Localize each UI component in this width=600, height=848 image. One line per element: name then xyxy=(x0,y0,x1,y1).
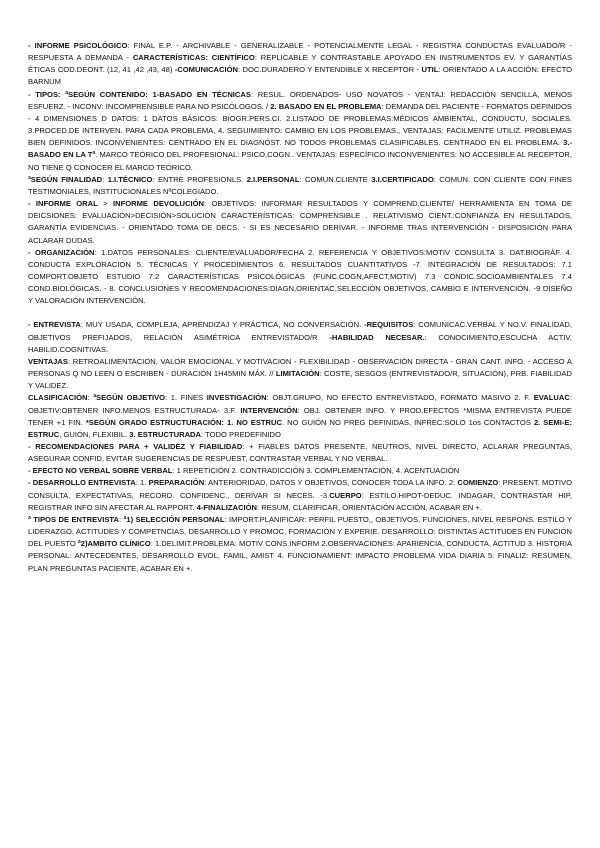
paragraph-text: : RESUM, CLARIFICAR, ORIENTACIÓN ACCIÓN, ACABAR EN +. xyxy=(256,502,482,512)
paragraph-text: : xyxy=(102,174,108,184)
paragraph-text: : ENTRE PROFESIONLS. xyxy=(152,174,247,184)
bold-term: INVESTIGACIÓN xyxy=(206,393,267,403)
paragraph-text: : RESUL. ORDENADOS- USO NOVATOS - VENTAJ: REDACCIÓN SENCILLA, MENOS ESFUERZ. - INCONV: INCOMPRENSIBLE PARA NO PSICÓLOGOS. / xyxy=(28,89,572,111)
paragraph-text: : MUY USADA, COMPLEJA, APRENDIZAJ Y PRÁCTICA, NO CONVERSACIÓN. xyxy=(80,320,365,330)
bold-term: - ORGANIZACIÓN xyxy=(28,247,95,257)
bold-term: LIMITACIÓN xyxy=(275,369,320,379)
bold-term: CUERPO xyxy=(329,490,362,500)
bold-term: - EFECTO NO VERBAL SOBRE VERBAL xyxy=(28,466,173,476)
bold-term: INFORME DEVOLUCIÓN xyxy=(112,199,204,209)
bold-term: - DESARROLLO ENTREVISTA xyxy=(28,478,136,488)
paragraph-text: : PRESENT. MOTIVO CONSULTA, EXPECTATIVAS, RECORD. CONFIDENC., DERIVAR SI NECES. -3. xyxy=(28,478,572,500)
paragraph-text: : OBJETIV:OBTENER INFO.MENOS ESTRUCTURADA- 3.F. xyxy=(28,393,572,415)
entrevista-paragraph xyxy=(28,356,572,392)
bold-term: 1.I.TÉCNICO xyxy=(107,174,153,184)
informe-paragraph xyxy=(28,40,572,89)
paragraph-text: : IMPORT.PLANIFICAR: PERFIL PUESTO,, OBJETIVOS, FUNCIONES, NIVEL RESPONS. ESTILO Y LIDERAZGO, ACTITUDES Y COMPETNCIAS, DESARROLLO Y PROMOC, FORMACIÓN Y EXPERIE. DESARROLLO: DISTINTAS ACTITUDES EN FUNCIÓN DEL PUESTO xyxy=(28,514,572,549)
paragraph-text: : ESTILO.HIPOT-DEDUC. INDAGAR, CONTRASTAR HIP, REGISTRAR INFO SIN AFECTAR AL RAPPORT. xyxy=(28,490,572,512)
bold-term: CARACTERÍSTICAS: CIENTÍFICO xyxy=(132,53,255,63)
paragraph-text: : + FIABLES DATOS PRESENTE, NEUTROS, NIVEL DIRECTO, ACLARAR PREGUNTAS, ASEGURAR CONFID, EVITAR SUGERENCIAS DE RESPUEST, CONTRASTAR VERBAL Y NO VERBAL. xyxy=(28,442,572,464)
entrevista-paragraph xyxy=(28,441,572,465)
bold-term: VENTAJAS xyxy=(28,356,68,366)
bold-term: - INFORME ORAL xyxy=(28,199,98,209)
informe-paragraph xyxy=(28,198,572,247)
bold-term: COMIENZO xyxy=(457,478,499,488)
entrevista-paragraph xyxy=(28,465,572,477)
entrevista-paragraph xyxy=(28,392,572,441)
bold-term: - INFORME PSICOLÓGICO xyxy=(28,41,128,50)
paragraph-text: : OBJ. OBTENER INFO. Y PROD.EFECTOS *MISMA ENTREVISTA PUEDE TENER +1 FIN. xyxy=(28,405,572,427)
entrevista-paragraph xyxy=(28,477,572,513)
bold-term: 2.I.PERSONAL xyxy=(246,174,300,184)
paragraph-text: . MARCO TEÓRICO DEL PROFESIONAL: PSICO,COGN.. VENTAJAS: ESPECÍFICO INCONVENIENTES: NO ACCESIBLE AL RECEPTOR, NO TIENE Q CONOCER EL MARCO TEÓRICO. xyxy=(28,150,572,172)
bold-term: 3.- BASADO EN LA Tª xyxy=(28,138,572,160)
informe-paragraph xyxy=(28,174,572,198)
informe-paragraph xyxy=(28,89,572,174)
paragraph-text: : ORIENTADO A LA ACCIÓN: EFECTO BARNUM xyxy=(28,65,572,87)
paragraph-text: : TODO PREDEFINIDO xyxy=(201,429,281,439)
entrevista-paragraph xyxy=(28,319,572,355)
entrevista-paragraph xyxy=(28,514,572,575)
paragraph-text: : DOC.DURADERO Y ENTENDIBLE X RECEPTOR - xyxy=(238,65,422,75)
bold-term: 4-FINALIZACIÓN xyxy=(196,502,257,512)
paragraph-text: : RETROALIMENTACION, VALOR EMOCIONAL Y MOTIVACION - FLEXIBILIDAD - OBSERVACIÓN DIRECTA - GRAN CANT. INFO. - ACCESO A PERSONAS Q NO LEEN O ESCRIBEN - DURACIÓN 1H45MIN MÁX. // xyxy=(28,356,572,379)
bold-term: PREPARACIÓN xyxy=(148,478,205,488)
bold-term: - ENTREVISTA xyxy=(28,320,81,330)
paragraph-text: : DEMANDA DEL PACIENTE - FORMATOS DEFINIDOS - 4 DIMENSIONES D DATOS: 1 DATOS BÁSICOS: BIOGR.PERS.CI. 2.LISTADO DE PROBLEMAS:MÉDICOS AMBIENTAL, CONDUCTU, SOCIALES. 3.PROCED.DE INTERVEN. PARA CADA PROBLEMA, 4. SEGUIMIENTO: CAMBIO EN LOS PROBLEMAS,, VENTAJAS: FACILMENTE UTILIZ. PROBLEMAS BIEN DEFINIDOS. INCONVENIENTES: CENTRADO EN EL DIAGNÓST. NO TODOS PROBLEMAS CLASIFICABLES. CENTRADO EN EL PROBLEMA. xyxy=(28,101,572,148)
paragraph-text: : ANTERIORIDAD, DATOS Y OBJETIVOS, CONOCER TODA LA INFO. 2: xyxy=(204,478,458,488)
paragraph-text: : 1. xyxy=(135,478,149,488)
bold-term: 3.I.CERTIFICADO xyxy=(371,174,434,184)
paragraph-text: : OBJT.GRUPO, NO EFECTO ENTREVISTADO, FORMATO MASIVO 2. F. xyxy=(266,393,534,403)
paragraph-text: : xyxy=(118,514,124,524)
paragraph-text: : xyxy=(87,393,94,403)
bold-term: *SEGÚN GRADO ESTRUCTURACIÓN: 1. NO ESTRUC xyxy=(85,417,283,427)
paragraph-text: : COMUN.CLIENTE xyxy=(299,174,372,184)
bold-term: ª2)AMBITO CLÍNICO xyxy=(77,539,151,549)
paragraph-text: > xyxy=(97,199,113,209)
bold-term: ªSEGÚN FINALIDAD xyxy=(28,174,103,184)
paragraph-text: : 1. FINES xyxy=(165,393,207,403)
paragraph-text: : 1 REPETICIÓN 2. CONTRADICCIÓN 3. COMPLEMENTACIÓN, 4. ACENTUACIÓN xyxy=(172,466,460,476)
paragraph-text: : FINAL E.P. - ARCHIVABLE - GENERALIZABLE - POTENCIALMENTE LEGAL - REGISTRA CONDUCTAS EVALUADO/R - RESPUESTA A DEMANDA - xyxy=(28,41,572,63)
bold-term: ª TIPOS DE ENTREVISTA xyxy=(28,514,119,524)
bold-term: -HABILIDAD NECESAR. xyxy=(329,332,425,342)
section-informe-psicologico xyxy=(28,40,572,307)
paragraph-text: : 1.DELIMIT.PROBLEMA: MOTIV CONS.INFORM 2.OBSERVACIONES: APARIENCIA, CONDUCTA, ACTITUD 3. HISTORIA PERSONAL: ANTECEDENTES, DESARROLLO EVOL, FAMIL, AMIST 4. FUNCIONAMIENT: IMPACTO PROBLEMA VIDA DIARIA 5: FINALIZ: RESUMEN, PLAN PREGUNTAS PACIENTE, ACABAR EN +. xyxy=(28,539,573,573)
bold-term: - TIPOS: ªSEGÚN CONTENIDO: 1-BASADO EN TÉCNICAS xyxy=(28,89,251,99)
paragraph-text: , GUIÓN, FLEXIBIL. xyxy=(59,429,130,439)
paragraph-text: . NO GUIÓN NO PREG DEFINIDAS, INFREC:SOLO 1os CONTACTOS xyxy=(282,417,534,427)
bold-term: ªSEGÚN OBJETIVO xyxy=(93,393,166,403)
paragraph-text: : OBJETIVOS: INFORMAR RESULTADOS Y COMPREND.CLIENTE/ HERRAMIENTA EN TOMA DE DEICSIONES: EVALUACIÓN>DECISIÓN>SOLUCIÓN CARACTERÍSTICAS: COMPRENSIBLE . RELATIVISMO CIENT.:CONFIANZA EN RESULTADOS, GARANTÍA EVIDENCIAS. - ORIENTADO TOMA DE DECS. - SI ES NECESARIO DERIVAR. - INFORME TRAS INTERVENCIÓN - DISPOSICIÓN PARA ACLARAR DUDAS. xyxy=(28,199,572,245)
paragraph-text: : COSTE, SESGOS (ENTREVISTADO/R, SITUACIÓN), PRB. FIABILIDAD Y VALIDEZ. xyxy=(28,369,572,391)
bold-term: INTERVENCIÓN xyxy=(240,405,298,415)
informe-paragraph xyxy=(28,247,572,308)
bold-term: -COMUNICACIÓN xyxy=(174,65,239,75)
section-gap xyxy=(28,307,572,319)
bold-term: CLASIFICACIÓN xyxy=(28,393,88,403)
bold-term: 2. SEMI-E: ESTRUC xyxy=(28,417,572,439)
bold-term: 3. ESTRUCTURADA xyxy=(129,429,202,439)
paragraph-text: : CONOCIMIENTO,ESCUCHA ACTIV, HABILID.COGNITIVAS. xyxy=(28,332,572,354)
bold-term: EVALUAC xyxy=(533,393,570,403)
paragraph-text: : COMUNICAC.VERBAL Y NO.V. FINALIDAD, OBJETIVOS PREFIJADOS, RELACIÓN ASIMÉTRICA ENTREVISTADO/R xyxy=(28,320,572,342)
paragraph-text: : REPLICABLE Y CONTRASTABLE APOYADO EN INSTRUMENTOS EV. Y GARANTÍAS ÉTICAS COD.DEONT. (12, 41 ,42 ,43, 48) xyxy=(28,53,573,75)
paragraph-text: : 1.DATOS PERSONALES: CLIENTE/EVALUADOR/FECHA 2. REFERENCIA Y OBJETIVOS:MOTIV CONSULTA 3. DAT.BIOGRÁF. 4. CONDUCTA EXPLORACIÓN 5. TÉCNICAS Y PROCEDIMIENTOS 6. RESULTADOS CUANTITATIVOS -7. INTEGRACIÓN DE RESULTADOS: 7.1 COMPORT.OBJETO ESTUDIO 7.2 CARACTERÍSTICAS PSICOLÓGICAS (FUNC.COGN,AFECT,MOTIV) 7.3 CONDIC.SOCIOAMBIENTALES 7.4 COND.BIOLÓGICAS. - 8. CONCLUSIONES Y RECOMENDACIONES:DIAGN,ORIENTAC,SELECCIÓN OBJETIVOS, CAMBIO E INTERVENCIÓN. -9 DISEÑO Y VALORACIÓN INTERVENCIÓN. xyxy=(28,247,572,306)
bold-term: -REQUISITOS xyxy=(364,320,414,330)
bold-term: ª1) SELECCIÓN PERSONAL xyxy=(123,514,225,524)
section-entrevista xyxy=(28,319,572,574)
bold-term: - RECOMENDACIONES PARA + VALIDEZ Y FIABILIDAD xyxy=(28,442,243,451)
paragraph-text: : COMUN. CON CLIENTE CON FINES TESTIMONIALES, INSTITUCIONALES NºCOLEGIADO. xyxy=(28,174,572,196)
bold-term: UTIL xyxy=(421,65,439,75)
bold-term: 2. BASADO EN EL PROBLEMA xyxy=(270,101,382,111)
